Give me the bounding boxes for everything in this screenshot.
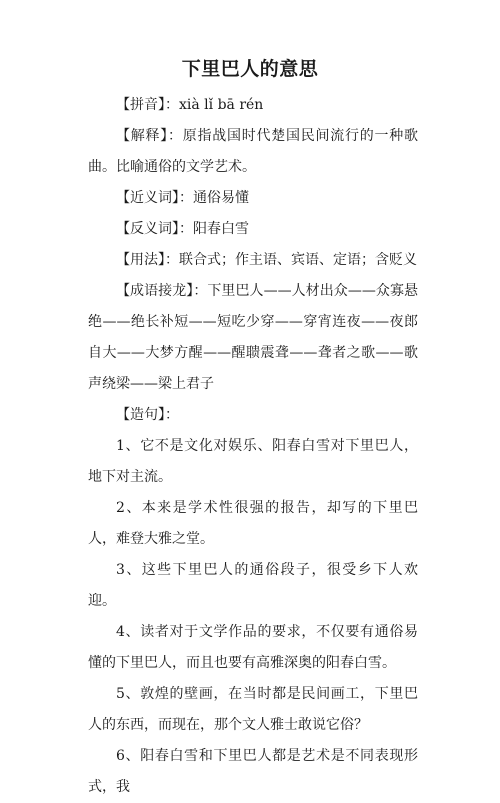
explanation-paragraph: 【解释】：原指战国时代楚国民间流行的一种歌曲。比喻通俗的文学艺术。 (88, 128, 418, 175)
pinyin-paragraph: 【拼音】：xià lǐ bā rén (116, 97, 264, 113)
antonym-paragraph: 【反义词】：阳春白雪 (116, 221, 249, 237)
example-sentence-1: 1、它不是文化对娱乐、阳春白雪对下里巴人，地下对主流。 (88, 438, 418, 485)
example-sentence-6: 6、阳春白雪和下里巴人都是艺术是不同表现形式，我 (88, 748, 418, 795)
document-body (88, 90, 418, 803)
example-sentence-2: 2、本来是学术性很强的报告，却写的下里巴人，难登大雅之堂。 (88, 500, 418, 547)
example-sentence-3: 3、这些下里巴人的通俗段子，很受乡下人欢迎。 (88, 562, 418, 609)
example-heading: 【造句】： (116, 407, 179, 423)
example-sentence-5: 5、敦煌的壁画，在当时都是民间画工，下里巴人的东西，而现在，那个文人雅士敢说它俗？ (88, 686, 418, 733)
page-title: 下里巴人的意思 (181, 58, 319, 80)
example-sentence-4: 4、读者对于文学作品的要求，不仅要有通俗易懂的下里巴人，而且也要有高雅深奥的阳春白雪。 (88, 624, 418, 671)
usage-paragraph: 【用法】：联合式；作主语、宾语、定语；含贬义 (116, 252, 417, 268)
synonym-paragraph: 【近义词】：通俗易懂 (116, 190, 249, 206)
idiom-chain-paragraph: 【成语接龙】：下里巴人——人材出众——众寡悬绝——绝长补短——短吃少穿——穿宵连夜——夜郎自大——大梦方醒——醒聩震聋——聋者之歌——歌声绕梁——梁上君子 (88, 283, 418, 392)
